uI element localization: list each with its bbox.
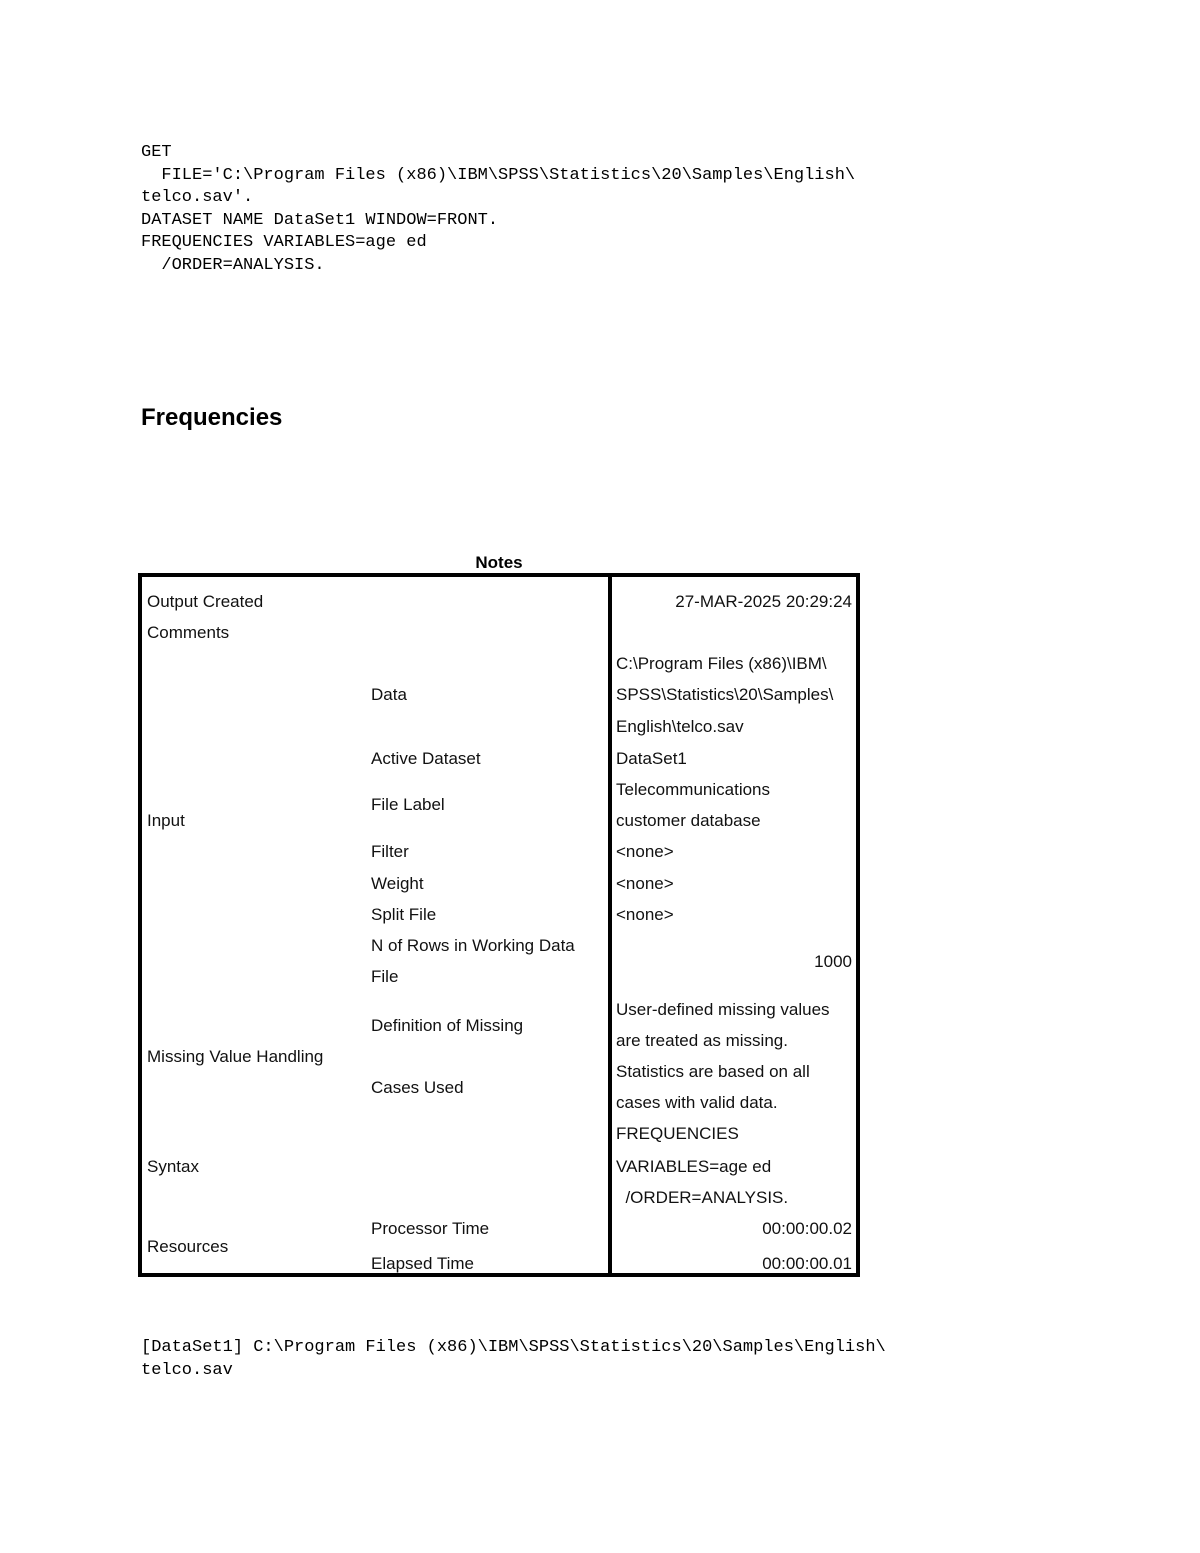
- data-value-line-1: C:\Program Files (x86)\IBM\: [616, 654, 827, 673]
- n-rows-value: 1000: [814, 952, 852, 971]
- resources-label: Resources: [147, 1237, 229, 1256]
- data-value-line-2: SPSS\Statistics\20\Samples\: [616, 685, 834, 704]
- data-label: Data: [371, 685, 407, 704]
- notes-table-title: Notes: [475, 553, 523, 572]
- data-value-line-3: English\telco.sav: [616, 717, 744, 736]
- definition-of-missing-label: Definition of Missing: [371, 1016, 524, 1035]
- split-file-value: <none>: [616, 905, 674, 924]
- filter-label: Filter: [371, 842, 409, 861]
- file-label-value-line-1: Telecommunications: [616, 780, 771, 799]
- elapsed-time-label: Elapsed Time: [371, 1254, 474, 1273]
- processor-time-label: Processor Time: [371, 1219, 490, 1238]
- file-label-label: File Label: [371, 795, 445, 814]
- output-created-value: 27-MAR-2025 20:29:24: [675, 592, 852, 611]
- syntax-label: Syntax: [147, 1157, 199, 1176]
- active-dataset-log: [DataSet1] C:\Program Files (x86)\IBM\SPSS\Statistics\20\Samples\English\ telco.sav: [141, 1338, 886, 1380]
- syntax-value-line-3: /ORDER=ANALYSIS.: [616, 1188, 789, 1207]
- elapsed-time-value: 00:00:00.01: [762, 1254, 852, 1273]
- n-rows-label-line-1: N of Rows in Working Data: [371, 936, 575, 955]
- filter-value: <none>: [616, 842, 674, 861]
- output-created-label: Output Created: [147, 592, 264, 611]
- cases-used-label: Cases Used: [371, 1078, 464, 1097]
- active-dataset-value: DataSet1: [616, 749, 687, 768]
- syntax-value-line-2: VARIABLES=age ed: [616, 1157, 772, 1176]
- file-label-value-line-2: customer database: [616, 811, 761, 830]
- section-heading: Frequencies: [141, 404, 283, 431]
- comments-label: Comments: [147, 623, 230, 642]
- weight-value: <none>: [616, 874, 674, 893]
- column-divider: [608, 577, 612, 1273]
- input-label: Input: [147, 811, 185, 830]
- definition-value-line-2: are treated as missing.: [616, 1031, 788, 1050]
- cases-used-value-line-2: cases with valid data.: [616, 1093, 778, 1112]
- syntax-log: GET FILE='C:\Program Files (x86)\IBM\SPSS\Statistics\20\Samples\English\ telco.sav'. DATASET NAME DataSet1 WINDOW=FRONT. FREQUENCIES VARIABLES=age ed /ORDER=ANALYSIS.: [141, 143, 856, 275]
- active-dataset-label: Active Dataset: [371, 749, 481, 768]
- weight-label: Weight: [371, 874, 424, 893]
- syntax-value-line-1: FREQUENCIES: [616, 1124, 739, 1143]
- notes-table: [138, 573, 860, 1277]
- definition-value-line-1: User-defined missing values: [616, 1000, 830, 1019]
- n-rows-label-line-2: File: [371, 967, 399, 986]
- cases-used-value-line-1: Statistics are based on all: [616, 1062, 810, 1081]
- split-file-label: Split File: [371, 905, 437, 924]
- processor-time-value: 00:00:00.02: [762, 1219, 852, 1238]
- missing-value-handling-label: Missing Value Handling: [147, 1047, 324, 1066]
